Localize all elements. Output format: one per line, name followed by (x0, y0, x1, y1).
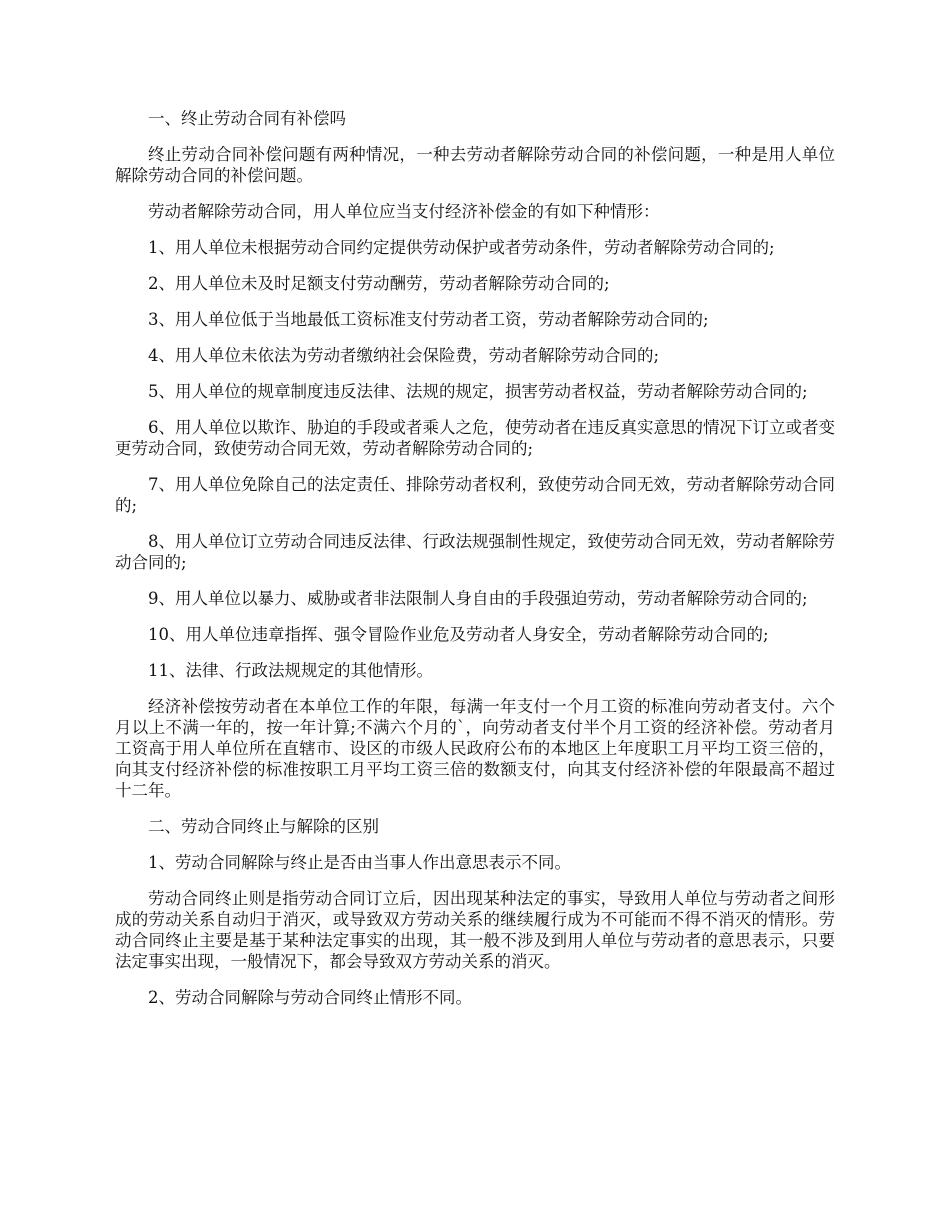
list-item: 11、法律、行政法规规定的其他情形。 (148, 661, 433, 680)
list-item: 6、用人单位以欺诈、胁迫的手段或者乘人之危，使劳动者在违反真实意思的情况下订立或者变更劳动合同，致使劳动合同无效，劳动者解除劳动合同的; (115, 418, 835, 458)
section-heading-1: 一、终止劳动合同有补偿吗 (148, 109, 346, 128)
paragraph: 劳动者解除劳动合同，用人单位应当支付经济补偿金的有如下种情形： (148, 202, 660, 221)
list-item: 9、用人单位以暴力、威胁或者非法限制人身自由的手段强迫劳动，劳动者解除劳动合同的; (148, 589, 808, 608)
list-item: 7、用人单位免除自己的法定责任、排除劳动者权利，致使劳动合同无效，劳动者解除劳动合同的; (115, 475, 835, 515)
list-item: 5、用人单位的规章制度违反法律、法规的规定，损害劳动者权益，劳动者解除劳动合同的; (148, 382, 808, 401)
document-body (115, 108, 835, 1023)
list-item: 1、用人单位未根据劳动合同约定提供劳动保护或者劳动条件，劳动者解除劳动合同的; (148, 238, 775, 257)
list-item: 3、用人单位低于当地最低工资标准支付劳动者工资，劳动者解除劳动合同的; (148, 310, 709, 329)
list-item: 2、用人单位未及时足额支付劳动酬劳，劳动者解除劳动合同的; (148, 274, 610, 293)
subheading: 1、劳动合同解除与终止是否由当事人作出意思表示不同。 (148, 853, 571, 872)
section-heading-2: 二、劳动合同终止与解除的区别 (148, 817, 379, 836)
list-item: 4、用人单位未依法为劳动者缴纳社会保险费，劳动者解除劳动合同的; (148, 346, 660, 365)
paragraph: 终止劳动合同补偿问题有两种情况，一种去劳动者解除劳动合同的补偿问题，一种是用人单位解除劳动合同的补偿问题。 (115, 145, 835, 185)
list-item: 10、用人单位违章指挥、强令冒险作业危及劳动者人身安全，劳动者解除劳动合同的; (148, 625, 769, 644)
paragraph: 经济补偿按劳动者在本单位工作的年限，每满一年支付一个月工资的标准向劳动者支付。六个月以上不满一年的，按一年计算;不满六个月的`，向劳动者支付半个月工资的经济补偿。劳动者月工资高于用人单位所在直辖市、设区的市级人民政府公布的本地区上年度职工月平均工资三倍的，向其支付经济补偿的标准按职工月平均工资三倍的数额支付，向其支付经济补偿的年限最高不超过十二年。 (115, 697, 835, 800)
list-item: 8、用人单位订立劳动合同违反法律、行政法规强制性规定，致使劳动合同无效，劳动者解除劳动合同的; (115, 532, 835, 572)
subheading: 2、劳动合同解除与劳动合同终止情形不同。 (148, 988, 472, 1007)
paragraph: 劳动合同终止则是指劳动合同订立后，因出现某种法定的事实，导致用人单位与劳动者之间形成的劳动关系自动归于消灭，或导致双方劳动关系的继续履行成为不可能而不得不消灭的情形。劳动合同终止主要是基于某种法定事实的出现，其一般不涉及到用人单位与劳动者的意思表示，只要法定事实出现，一般情况下，都会导致双方劳动关系的消灭。 (115, 889, 835, 971)
